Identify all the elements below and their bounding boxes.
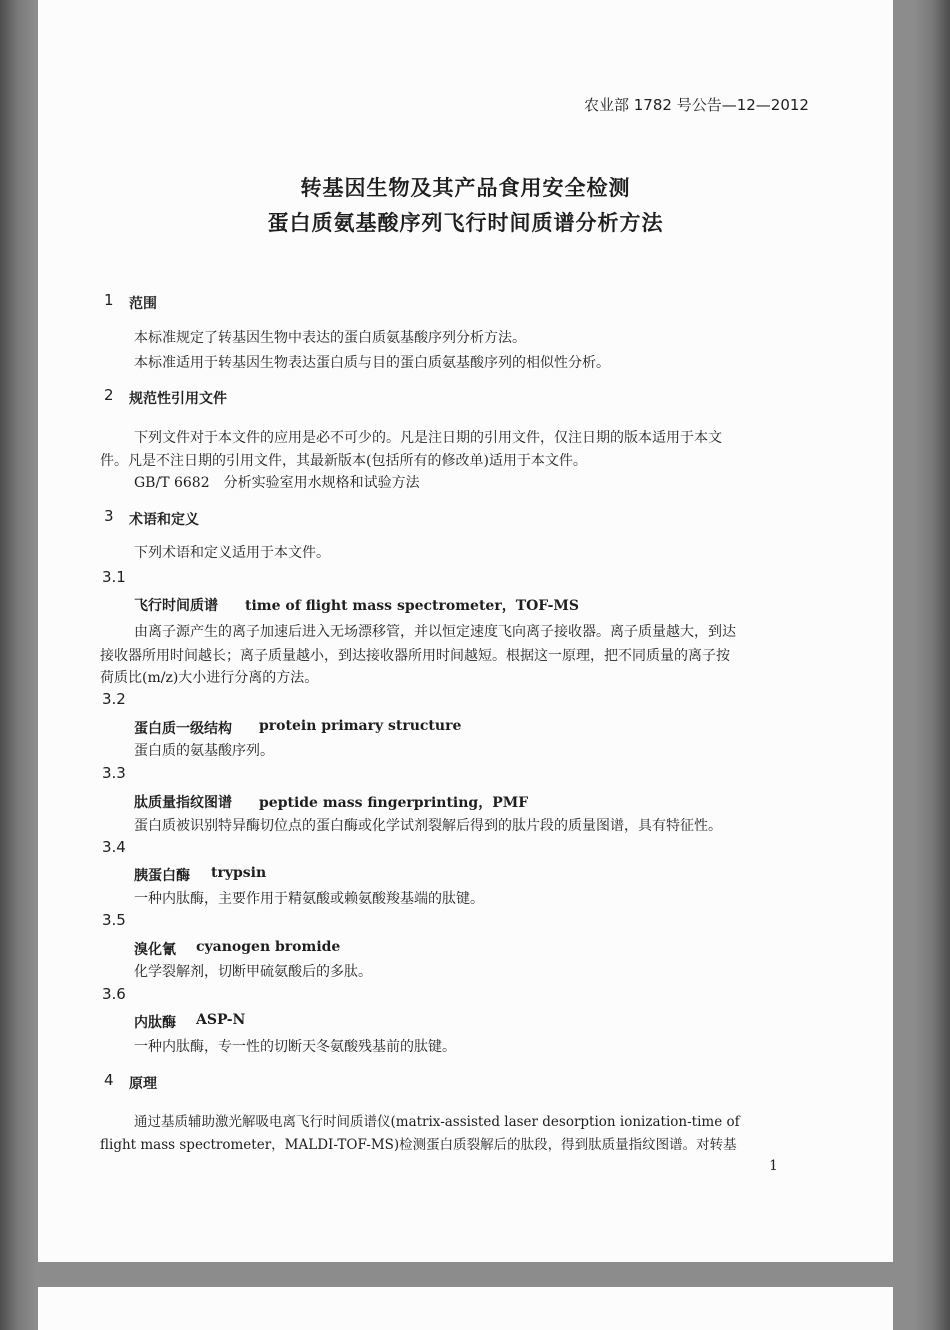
term-3-6-english: ASP-N bbox=[196, 1012, 246, 1028]
term-3-3-number: 3.3 bbox=[102, 764, 126, 782]
document-title-line-2: 蛋白质氨基酸序列飞行时间质谱分析方法 bbox=[267, 211, 664, 235]
term-3-1-definition-line-2: 接收器所用时间越长；离子质量越小，到达接收器所用时间越短。根据这一原理，把不同质量的离子按 bbox=[100, 648, 730, 664]
term-3-2-definition: 蛋白质的氨基酸序列。 bbox=[134, 743, 274, 759]
document-page bbox=[38, 0, 893, 1262]
section-4-number: 4 bbox=[104, 1071, 114, 1089]
section-2-number: 2 bbox=[104, 386, 114, 404]
term-3-5-definition: 化学裂解剂，切断甲硫氨酸后的多肽。 bbox=[134, 964, 372, 980]
section-3-title: 术语和定义 bbox=[129, 512, 199, 528]
section-4-line-2: flight mass spectrometer，MALDI-TOF-MS)检测蛋白质裂解后的肽段，得到肽质量指纹图谱。对转基 bbox=[100, 1137, 737, 1153]
term-3-4-number: 3.4 bbox=[102, 838, 126, 856]
term-3-5-number: 3.5 bbox=[102, 911, 126, 929]
section-2-reference: GB/T 6682 分析实验室用水规格和试验方法 bbox=[134, 475, 420, 491]
term-3-2-chinese: 蛋白质一级结构 bbox=[134, 721, 232, 737]
document-title-line-1: 转基因生物及其产品食用安全检测 bbox=[300, 176, 631, 200]
next-page-edge bbox=[38, 1287, 893, 1330]
term-3-6-definition: 一种内肽酶，专一性的切断天冬氨酸残基前的肽键。 bbox=[134, 1039, 456, 1055]
term-3-1-english: time of flight mass spectrometer，TOF-MS bbox=[245, 598, 580, 614]
term-3-4-english: trypsin bbox=[211, 865, 267, 881]
term-3-1-definition-line-1: 由离子源产生的离子加速后进入无场漂移管，并以恒定速度飞向离子接收器。离子质量越大，到达 bbox=[134, 624, 736, 640]
section-1-title: 范围 bbox=[129, 296, 157, 312]
section-4-title: 原理 bbox=[129, 1076, 157, 1092]
section-2-line-1: 下列文件对于本文件的应用是必不可少的。凡是注日期的引用文件，仅注日期的版本适用于本文 bbox=[134, 430, 722, 446]
section-3-intro: 下列术语和定义适用于本文件。 bbox=[134, 545, 330, 561]
term-3-3-english: peptide mass fingerprinting，PMF bbox=[259, 795, 529, 811]
page-number: 1 bbox=[769, 1158, 778, 1174]
term-3-5-english: cyanogen bromide bbox=[196, 939, 341, 955]
section-2-line-2: 件。凡是不注日期的引用文件，其最新版本(包括所有的修改单)适用于本文件。 bbox=[100, 453, 587, 469]
section-1-line-1: 本标准规定了转基因生物中表达的蛋白质氨基酸序列分析方法。 bbox=[134, 330, 526, 346]
term-3-3-chinese: 肽质量指纹图谱 bbox=[134, 795, 232, 811]
standard-number-header: 农业部 1782 号公告—12—2012 bbox=[584, 96, 809, 114]
term-3-2-english: protein primary structure bbox=[259, 718, 462, 734]
term-3-2-number: 3.2 bbox=[102, 690, 126, 708]
term-3-1-number: 3.1 bbox=[102, 568, 126, 586]
term-3-1-chinese: 飞行时间质谱 bbox=[134, 598, 218, 614]
section-1-line-2: 本标准适用于转基因生物表达蛋白质与目的蛋白质氨基酸序列的相似性分析。 bbox=[134, 355, 610, 371]
term-3-1-definition-line-3: 荷质比(m/z)大小进行分离的方法。 bbox=[100, 670, 319, 686]
section-2-title: 规范性引用文件 bbox=[129, 391, 227, 407]
section-1-number: 1 bbox=[104, 291, 114, 309]
term-3-4-definition: 一种内肽酶，主要作用于精氨酸或赖氨酸羧基端的肽键。 bbox=[134, 891, 484, 907]
term-3-5-chinese: 溴化氰 bbox=[134, 942, 176, 958]
section-3-number: 3 bbox=[104, 507, 114, 525]
term-3-4-chinese: 胰蛋白酶 bbox=[134, 868, 190, 884]
term-3-6-number: 3.6 bbox=[102, 985, 126, 1003]
term-3-6-chinese: 内肽酶 bbox=[134, 1015, 176, 1031]
term-3-3-definition: 蛋白质被识别特异酶切位点的蛋白酶或化学试剂裂解后得到的肽片段的质量图谱，具有特征性。 bbox=[134, 818, 722, 834]
section-4-line-1: 通过基质辅助激光解吸电离飞行时间质谱仪(matrix-assisted laser desorption ionization-time of bbox=[134, 1114, 740, 1130]
